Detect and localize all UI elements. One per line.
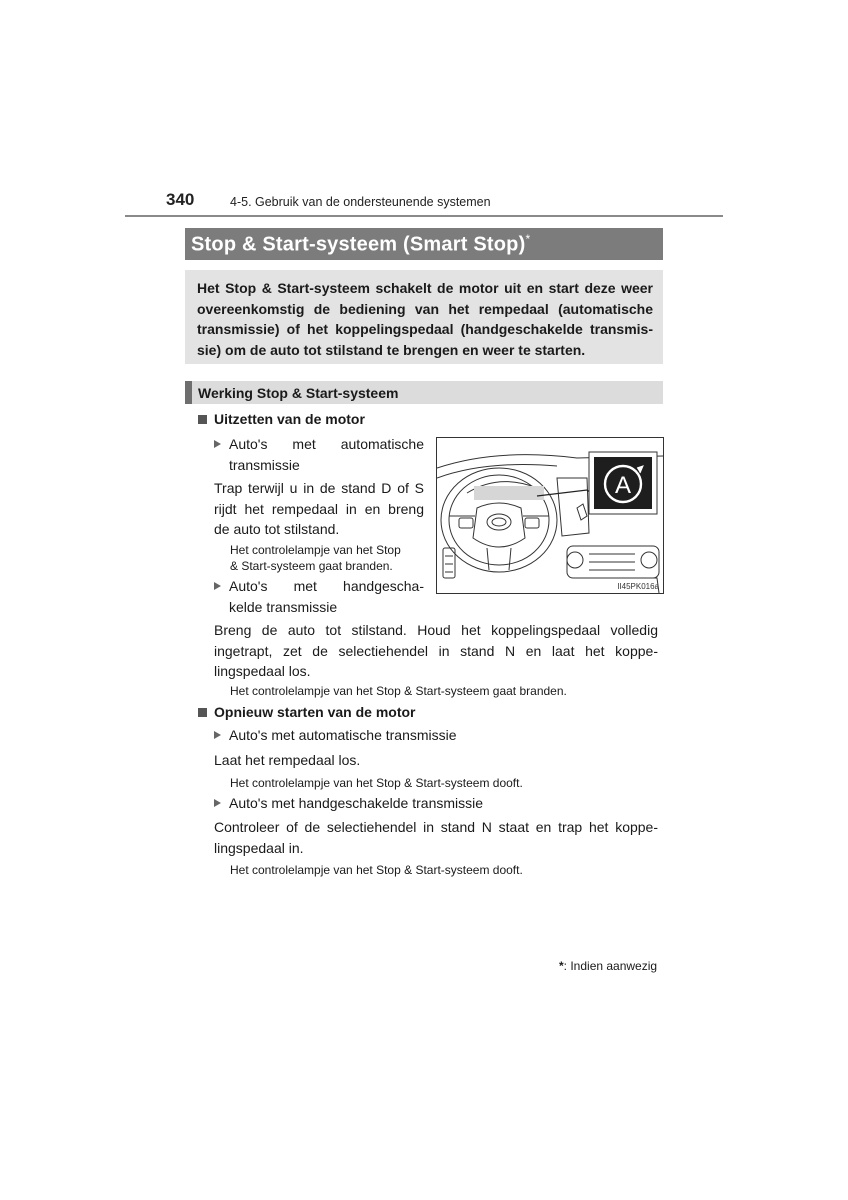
triangle-bullet-icon (214, 731, 221, 739)
title-bar (185, 228, 663, 260)
header-rule (125, 215, 723, 217)
triangle-bullet-icon (214, 799, 221, 807)
stop-auto-label-line2: transmissie (229, 456, 300, 473)
illustration-code: II45PK016a (617, 582, 659, 591)
restart-auto-note: Het controlelampje van het Stop & Start-systeem dooft. (230, 776, 523, 790)
dashboard-illustration (436, 437, 664, 594)
restart-auto-text: Laat het rempedaal los. (214, 752, 361, 768)
page-number: 340 (166, 190, 195, 209)
footnote-marker: * (559, 959, 564, 973)
stop-manual-label (214, 576, 424, 617)
subsection-title: Werking Stop & Start-systeem (198, 385, 399, 401)
intro-box (185, 270, 663, 364)
square-bullet-icon (198, 415, 207, 424)
stop-engine-heading (198, 411, 365, 427)
stop-auto-text-line1: Trap terwijl u in de stand D of S (214, 480, 424, 496)
stop-auto-note-line2: & Start-systeem gaat branden. (230, 559, 393, 573)
stop-auto-note-line1: Het controlelampje van het Stop (230, 543, 401, 557)
footnote (559, 959, 657, 973)
restart-manual-text: Controleer of de selectiehendel in stand N staat en trap het koppe-lingspedaal in. (214, 819, 658, 856)
svg-text:A: A (614, 472, 632, 499)
stop-auto-text (214, 478, 424, 540)
subsection-accent (185, 381, 192, 404)
stop-engine-heading-text: Uitzetten van de motor (214, 411, 365, 427)
section-label: 4-5. Gebruik van de ondersteunende systemen (230, 195, 491, 209)
square-bullet-icon (198, 708, 207, 717)
triangle-bullet-icon (214, 582, 221, 590)
restart-manual-label-text: Auto's met handgeschakelde transmissie (229, 795, 484, 811)
restart-auto-label (214, 725, 644, 746)
stop-manual-note: Het controlelampje van het Stop & Start-systeem gaat branden. (230, 684, 567, 698)
stop-auto-label-line1: Auto's met automatische (229, 436, 424, 452)
intro-text: Het Stop & Start-systeem schakelt de motor uit en start deze weer overeenkomstig de bediening van het rempedaal (automatische transmissie) of het koppelingspedaal (handgeschakelde transmis-sie) om de auto tot stilstand te brengen en weer te starten. (197, 280, 653, 358)
restart-manual-label (214, 793, 644, 814)
stop-auto-text-line2: rijdt het rempedaal in en breng (214, 500, 424, 517)
stop-manual-label-line1: Auto's met handgescha- (229, 578, 424, 594)
title-footnote-marker: * (525, 232, 531, 246)
page-title (191, 232, 530, 257)
stop-manual-text: Breng de auto tot stilstand. Houd het koppelingspedaal volledig ingetrapt, zet de selectiehendel in stand N en laat het koppe-lingspedaal los. (214, 622, 658, 679)
restart-auto-label-text: Auto's met automatische transmissie (229, 727, 457, 743)
footnote-text: : Indien aanwezig (563, 959, 658, 973)
stop-auto-text-line3: de auto tot stilstand. (214, 521, 340, 537)
triangle-bullet-icon (214, 440, 221, 448)
stop-manual-label-line2: kelde transmissie (229, 598, 338, 615)
restart-engine-heading (198, 704, 415, 720)
subsection-bar (185, 381, 663, 404)
dashboard-drawing (437, 438, 663, 593)
stop-auto-note (230, 542, 426, 574)
stop-auto-label (214, 434, 424, 475)
restart-manual-note: Het controlelampje van het Stop & Start-systeem dooft. (230, 863, 523, 877)
page-title-text: Stop & Start-systeem (Smart Stop) (191, 233, 526, 256)
restart-engine-heading-text: Opnieuw starten van de motor (214, 704, 416, 720)
